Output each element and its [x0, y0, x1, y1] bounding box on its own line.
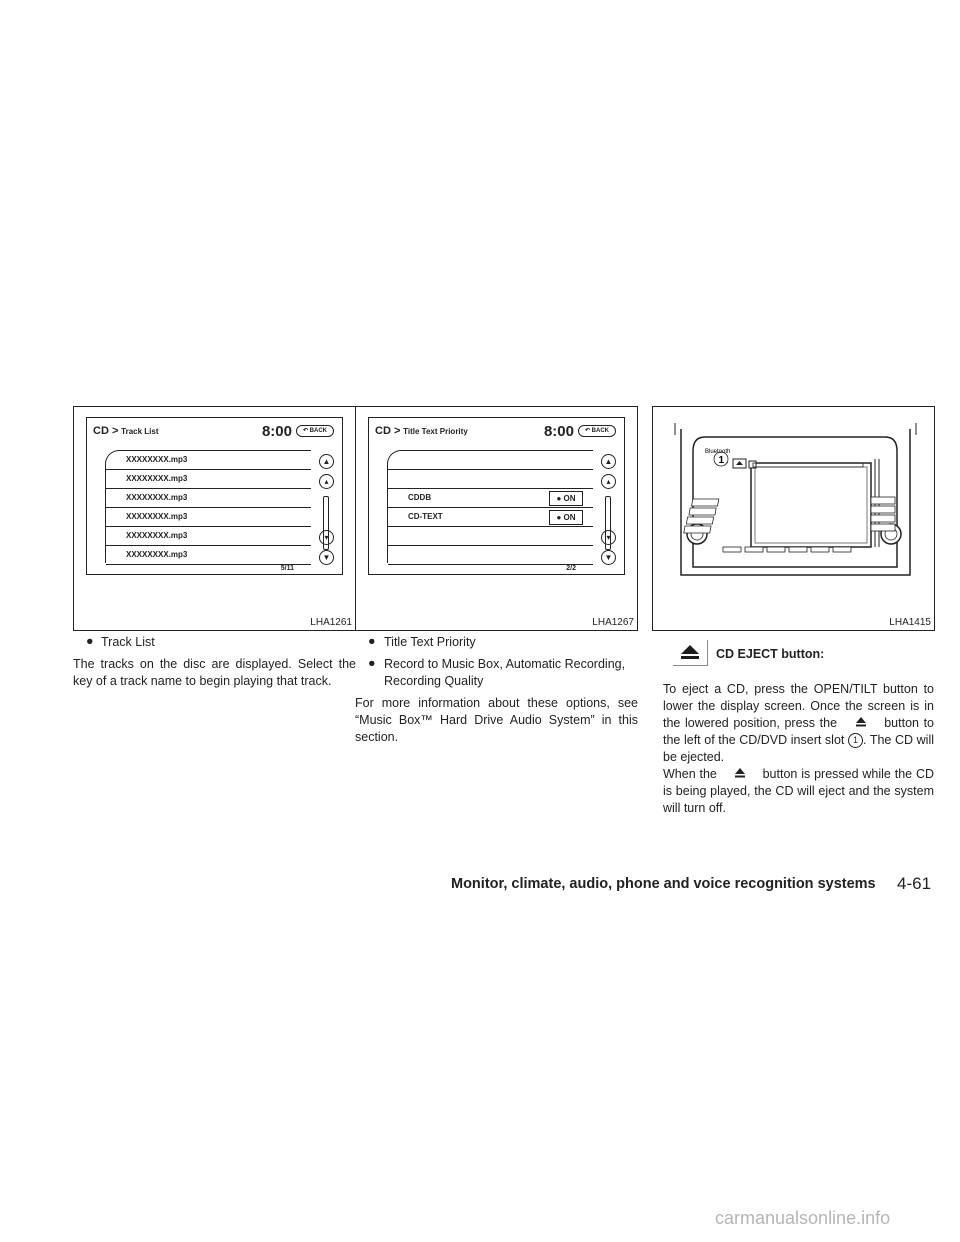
bullet-item: Track List: [101, 635, 155, 649]
eject-button-icon: [673, 640, 708, 666]
screen-header: [375, 425, 468, 437]
bullet-icon: ●: [368, 634, 376, 648]
list-item: CD-TEXT ● ON: [388, 508, 593, 527]
page-down-icon: ▾: [601, 530, 616, 545]
watermark: carmanualsonline.info: [715, 1208, 891, 1228]
figure-track-list: [73, 406, 356, 631]
list-item: XXXXXXXX.mp3: [106, 508, 311, 527]
paragraph: When the button is pressed while the CD is being played, the CD will eject and the system will turn off.: [663, 767, 935, 815]
bullet-item: Title Text Priority: [384, 635, 476, 649]
page-down-icon: ▾: [319, 530, 334, 545]
list-item: XXXXXXXX.mp3: [106, 470, 311, 489]
scroll-down-icon: ▼: [319, 550, 334, 565]
paragraph: The tracks on the disc are displayed. Select the key of a track name to begin playing that track.: [73, 657, 356, 688]
paragraph: To eject a CD, press the OPEN/TILT button to lower the display screen. Once the screen is in the lowered position, press the button to the left of the CD/DVD insert slot 1 . The CD will be ejected.: [663, 682, 934, 764]
page-up-icon: ▴: [319, 474, 334, 489]
figure-audio-unit: [652, 406, 935, 631]
screen-title: Track List: [121, 427, 159, 436]
screen-header: [93, 425, 159, 437]
list-item: [388, 470, 593, 489]
bluetooth-label: Bluetooth: [705, 449, 731, 455]
track-list: [105, 450, 311, 563]
screen-title: Title Text Priority: [403, 427, 468, 436]
scroll-up-icon: ▲: [319, 454, 334, 469]
screen-clock: 8:00: [261, 423, 292, 440]
section-heading: CD EJECT button:: [716, 647, 825, 661]
scroll-up-icon: ▲: [601, 454, 616, 469]
list-item: [388, 451, 593, 470]
page-number: 4-61: [897, 874, 932, 893]
back-button: ↶ BACK: [578, 425, 616, 437]
eject-icon: [842, 715, 880, 732]
callout-marker: 1: [718, 455, 725, 466]
callout-marker: 1: [848, 733, 863, 748]
page-indicator: 2/2: [566, 565, 576, 572]
screen-cd-label: CD >: [93, 425, 119, 437]
cddb-toggle: ● ON: [549, 491, 583, 506]
back-button: ↶ BACK: [296, 425, 334, 437]
list-item: [388, 527, 593, 546]
list-item: XXXXXXXX.mp3: [106, 527, 311, 546]
cd-text-toggle: ● ON: [549, 510, 583, 525]
section-footer: Monitor, climate, audio, phone and voice recognition systems: [451, 876, 876, 892]
list-item: CDDB ● ON: [388, 489, 593, 508]
list-item: XXXXXXXX.mp3: [106, 546, 311, 565]
list-item: XXXXXXXX.mp3: [106, 451, 311, 470]
option-list: [387, 450, 593, 563]
list-item: XXXXXXXX.mp3: [106, 489, 311, 508]
figure-code: LHA1267: [592, 617, 634, 628]
scroll-down-icon: ▼: [601, 550, 616, 565]
figure-code: LHA1415: [889, 617, 931, 628]
figure-code: LHA1261: [310, 617, 352, 628]
screen-illustration: [86, 417, 343, 575]
bullet-item: Record to Music Box, Automatic Recording, Recording Quality: [384, 657, 626, 688]
screen-cd-label: CD >: [375, 425, 401, 437]
eject-icon: [721, 766, 759, 783]
paragraph: For more information about these options, see “Music Box™ Hard Drive Audio System” in this section.: [355, 696, 638, 744]
page-up-icon: ▴: [601, 474, 616, 489]
bullet-icon: ●: [86, 634, 94, 648]
screen-clock: 8:00: [543, 423, 574, 440]
figure-title-text-priority: [355, 406, 638, 631]
screen-illustration: [368, 417, 625, 575]
bullet-icon: ●: [368, 656, 376, 670]
page-indicator: 5/11: [280, 565, 294, 572]
list-item: [388, 546, 593, 565]
audio-unit-illustration: [653, 407, 934, 607]
